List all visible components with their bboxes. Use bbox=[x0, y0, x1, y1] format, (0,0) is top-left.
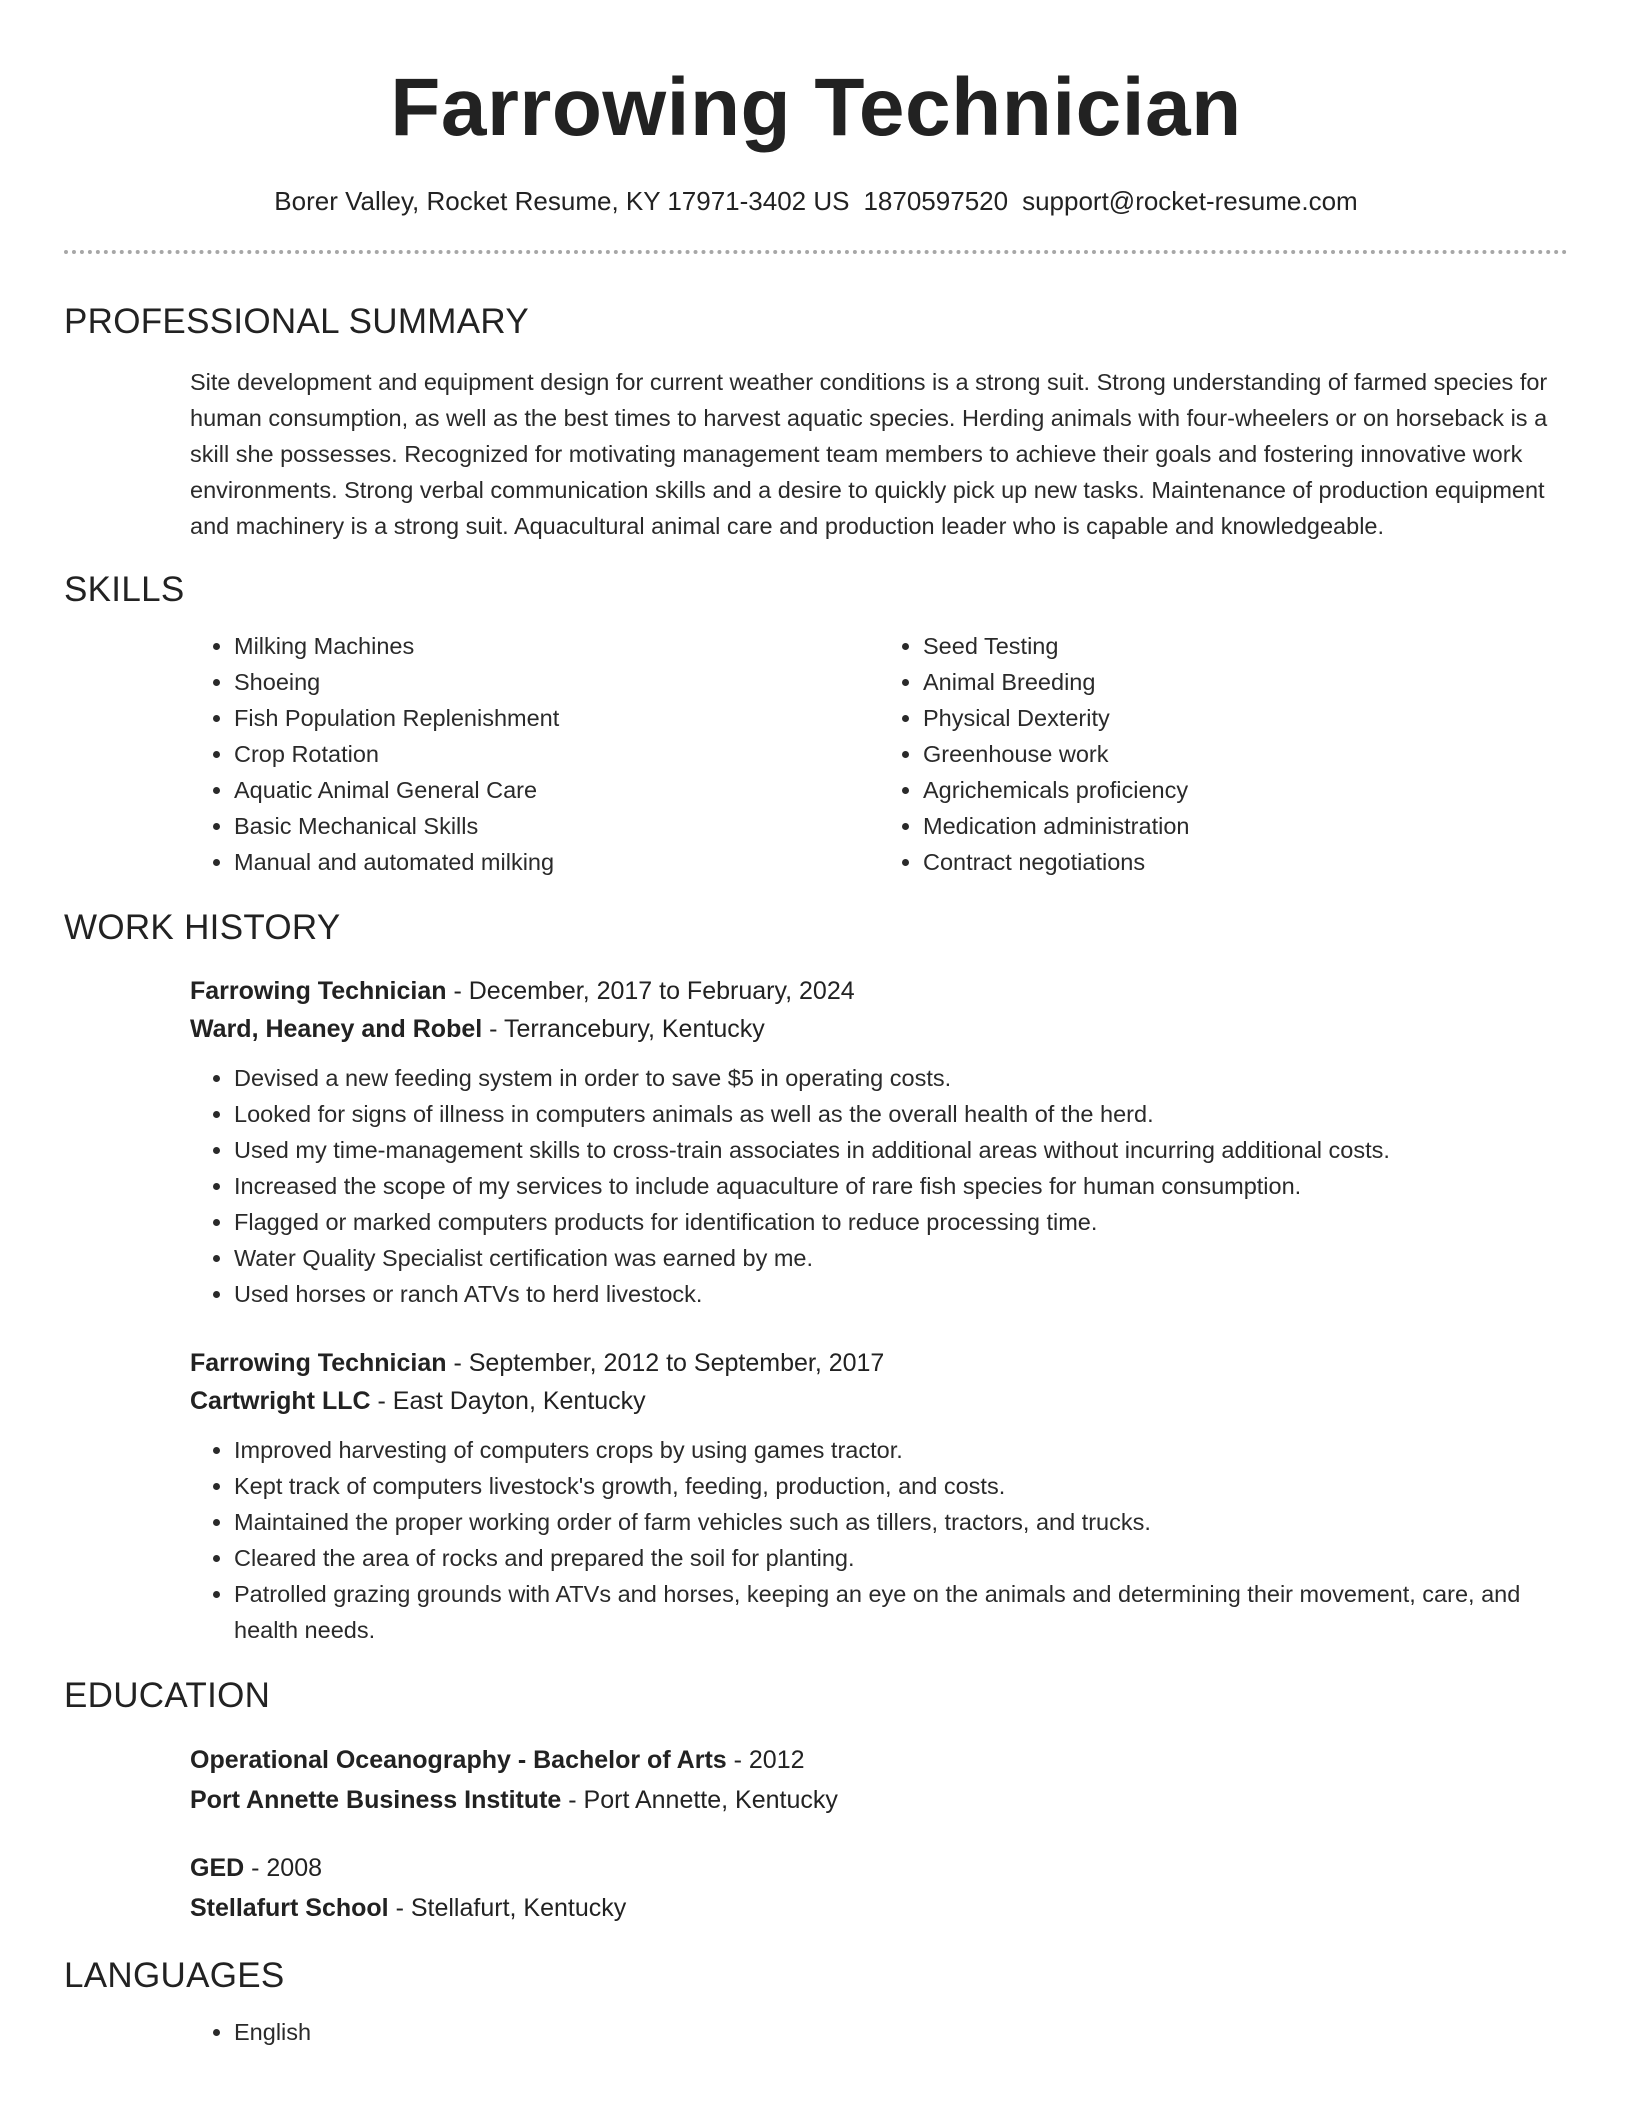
job-bullet: • Kept track of computers livestock's growth, feeding, production, and costs. bbox=[234, 1468, 1568, 1504]
language-item: • English bbox=[234, 2014, 1568, 2050]
education-degree-line bbox=[190, 1740, 1568, 1780]
job-bullet: • Patrolled grazing grounds with ATVs and horses, keeping an eye on the animals and determining their movement, care, and health needs. bbox=[234, 1576, 1568, 1648]
skill-item: • Shoeing bbox=[234, 664, 879, 700]
skills-column-left bbox=[190, 628, 879, 880]
skill-item: • Crop Rotation bbox=[234, 736, 879, 772]
resume-name: Farrowing Technician bbox=[390, 62, 1242, 153]
job-bullet: • Cleared the area of rocks and prepared the soil for planting. bbox=[234, 1540, 1568, 1576]
job-entry bbox=[64, 972, 1568, 1312]
skills-column-right bbox=[879, 628, 1568, 880]
job-role: Farrowing Technician bbox=[190, 1349, 447, 1377]
education-location: - Stellafurt, Kentucky bbox=[388, 1894, 627, 1922]
skill-item: • Basic Mechanical Skills bbox=[234, 808, 879, 844]
skill-item: • Greenhouse work bbox=[923, 736, 1568, 772]
job-role: Farrowing Technician bbox=[190, 977, 447, 1005]
education-entry bbox=[64, 1740, 1568, 1820]
summary-text: Site development and equipment design for current weather conditions is a strong suit. Strong understanding of farmed species for human consumption, as well as the best times to harvest aquatic species. Herding animals with four-wheelers or on horseback is a skill she possesses. Recognized for motivating management team members to achieve their goals and fostering innovative work environments. Strong verbal communication skills and a desire to quickly pick up new tasks. Maintenance of production equipment and machinery is a strong suit. Aquacultural animal care and production leader who is capable and knowledgeable. bbox=[190, 369, 1548, 539]
education-location: - Port Annette, Kentucky bbox=[561, 1786, 838, 1814]
job-bullets bbox=[190, 1060, 1568, 1312]
education-degree-line bbox=[190, 1848, 1568, 1888]
skill-item: • Aquatic Animal General Care bbox=[234, 772, 879, 808]
skill-item: • Animal Breeding bbox=[923, 664, 1568, 700]
job-company: Cartwright LLC bbox=[190, 1387, 371, 1415]
job-title-line bbox=[190, 1344, 1568, 1382]
skill-item: • Medication administration bbox=[923, 808, 1568, 844]
skill-item: • Milking Machines bbox=[234, 628, 879, 664]
education-school-line bbox=[190, 1888, 1568, 1928]
education-year: - 2008 bbox=[244, 1854, 323, 1882]
education-school: Port Annette Business Institute bbox=[190, 1786, 562, 1814]
skills-heading: SKILLS bbox=[64, 570, 185, 609]
skill-item: • Seed Testing bbox=[923, 628, 1568, 664]
skill-item: • Manual and automated milking bbox=[234, 844, 879, 880]
contact-phone: 1870597520 bbox=[863, 186, 1009, 216]
job-company-line bbox=[190, 1382, 1568, 1420]
contact-address: Borer Valley, Rocket Resume, KY 17971-3402 US bbox=[274, 186, 850, 216]
education-school-line bbox=[190, 1780, 1568, 1820]
job-bullets bbox=[190, 1432, 1568, 1648]
job-location: - East Dayton, Kentucky bbox=[370, 1387, 646, 1415]
education-school: Stellafurt School bbox=[190, 1894, 389, 1922]
job-bullet: • Used horses or ranch ATVs to herd livestock. bbox=[234, 1276, 1568, 1312]
education-degree: GED bbox=[190, 1854, 245, 1882]
contact-email: support@rocket-resume.com bbox=[1022, 186, 1358, 216]
job-bullet: • Improved harvesting of computers crops by using games tractor. bbox=[234, 1432, 1568, 1468]
job-bullet: • Maintained the proper working order of farm vehicles such as tillers, tractors, and trucks. bbox=[234, 1504, 1568, 1540]
work-heading: WORK HISTORY bbox=[64, 908, 341, 947]
education-year: - 2012 bbox=[726, 1746, 805, 1774]
education-entry bbox=[64, 1848, 1568, 1928]
header-divider bbox=[64, 250, 1568, 254]
languages-list bbox=[64, 2014, 1568, 2050]
job-title-line bbox=[190, 972, 1568, 1010]
skill-item: • Fish Population Replenishment bbox=[234, 700, 879, 736]
languages-heading: LANGUAGES bbox=[64, 1956, 285, 1995]
education-degree: Operational Oceanography - Bachelor of Arts bbox=[190, 1746, 727, 1774]
job-bullet: • Devised a new feeding system in order to save $5 in operating costs. bbox=[234, 1060, 1568, 1096]
job-bullet: • Flagged or marked computers products for identification to reduce processing time. bbox=[234, 1204, 1568, 1240]
job-dates: - December, 2017 to February, 2024 bbox=[446, 977, 855, 1005]
job-company: Ward, Heaney and Robel bbox=[190, 1015, 483, 1043]
resume-page bbox=[64, 0, 1568, 2112]
job-bullet: • Increased the scope of my services to include aquaculture of rare fish species for human consumption. bbox=[234, 1168, 1568, 1204]
job-bullet: • Water Quality Specialist certification was earned by me. bbox=[234, 1240, 1568, 1276]
job-bullet: • Used my time-management skills to cross-train associates in additional areas without incurring additional costs. bbox=[234, 1132, 1568, 1168]
job-dates: - September, 2012 to September, 2017 bbox=[446, 1349, 885, 1377]
skill-item: • Contract negotiations bbox=[923, 844, 1568, 880]
skill-item: • Physical Dexterity bbox=[923, 700, 1568, 736]
skill-item: • Agrichemicals proficiency bbox=[923, 772, 1568, 808]
job-location: - Terrancebury, Kentucky bbox=[482, 1015, 765, 1043]
contact-line bbox=[64, 184, 1568, 218]
job-company-line bbox=[190, 1010, 1568, 1048]
education-heading: EDUCATION bbox=[64, 1676, 271, 1715]
job-entry bbox=[64, 1344, 1568, 1648]
skills-list bbox=[64, 628, 1568, 880]
summary-heading: PROFESSIONAL SUMMARY bbox=[64, 302, 529, 341]
job-bullet: • Looked for signs of illness in computers animals as well as the overall health of the herd. bbox=[234, 1096, 1568, 1132]
